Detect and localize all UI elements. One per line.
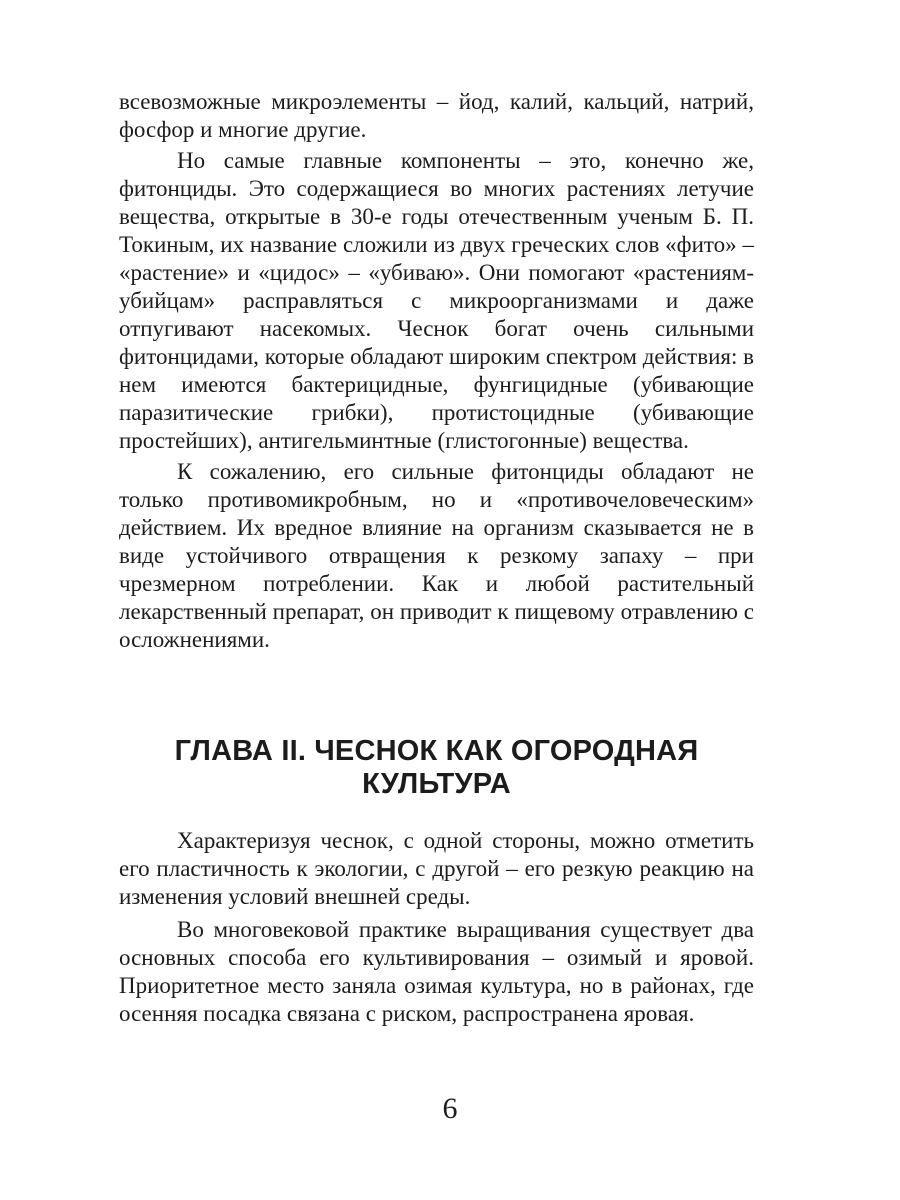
paragraph-continuation: всевозможные микроэлементы – йод, калий, кальций, натрий, фосфор и многие другие.	[119, 89, 754, 142]
paragraph-harmful-effect: К сожалению, его сильные фитонциды обладают не только противомикробным, но и «противочеловеческим» действием. Их вредное влияние на организм сказывается не в виде устойчивого отвращения к резкому запаху – при чрезмерном потреблении. Как и любой растительный лекарственный препарат, он приводит к пищевому отравлению с осложнениями.	[119, 459, 754, 652]
paragraph-phytoncides: Но самые главные компоненты – это, конечно же, фитонциды. Это содержащиеся во многих растениях летучие вещества, открытые в 30-е годы отечественным ученым Б. П. Токиным, их название сложили из двух греческих слов «фито» – «растение» и «цидос» – «убиваю». Они помогают «растениям-убийцам» расправляться с микроорганизмами и даже отпугивают насекомых. Чеснок богат очень сильными фитонцидами, которые обладают широким спектром действия: в нем имеются бактерицидные, фунгицидные (убивающие паразитические грибки), протистоцидные (убивающие простейших), антигельминтные (глистогонные) вещества.	[119, 148, 754, 453]
page-number: 6	[442, 1092, 458, 1125]
paragraph-cultivation-methods: Во многовековой практике выращивания существует два основных способа его культивирования – озимый и яровой. Приоритетное место заняла озимая культура, но в районах, где осенняя посадка связана с риском, распространена яровая.	[119, 917, 754, 1026]
chapter-heading	[119, 735, 754, 801]
bottom-text-block	[119, 827, 754, 1033]
chapter-heading-line-1: ГЛАВА II. ЧЕСНОК КАК ОГОРОДНАЯ	[174, 735, 699, 767]
chapter-heading-line-2: КУЛЬТУРА	[362, 768, 511, 800]
top-text-block	[119, 88, 754, 657]
paragraph-characteristics: Характеризуя чеснок, с одной стороны, можно отметить его пластичность к экологии, с другой – его резкую реакцию на изменения условий внешней среды.	[119, 828, 754, 909]
